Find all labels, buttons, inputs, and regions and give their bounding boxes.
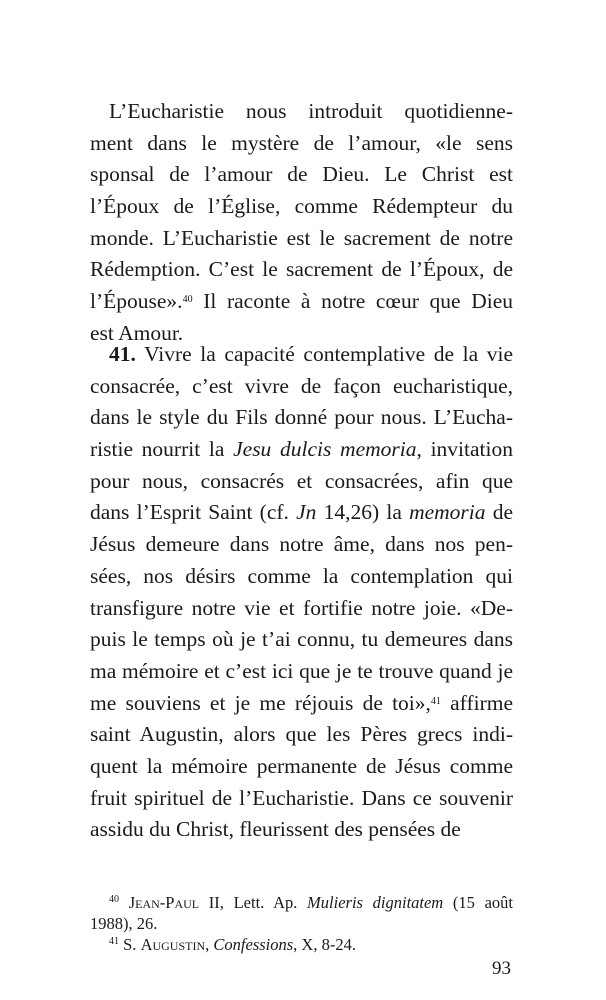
text: Vivre la capacité contemplative de la vie	[135, 342, 513, 366]
text: ment dans le mystère de l’amour, «le sens	[90, 130, 513, 155]
italic-text: memoria	[409, 500, 486, 525]
text-line	[90, 159, 513, 191]
text-line	[90, 371, 513, 403]
text: me souviens et je me réjouis de toi»,	[90, 690, 431, 715]
text: pour nous, consacrés et consacrées, afin que	[90, 468, 513, 493]
text: saint Augustin, alors que les Pères grecs indi-	[90, 722, 513, 747]
text-line	[90, 191, 513, 223]
text: l’Épouse».	[90, 289, 183, 314]
text: ma mémoire et c’est ici que je te trouve quand je	[90, 658, 513, 683]
text: consacrée, c’est vivre de façon eucharistique,	[90, 373, 513, 398]
text-line	[90, 529, 513, 561]
author-name: Jean-Paul II	[128, 893, 220, 912]
text-line	[90, 751, 513, 783]
text: puis le temps où je t’ai connu, tu demeures dans	[90, 627, 513, 652]
text: 1988), 26.	[90, 914, 158, 933]
text-line	[90, 402, 513, 434]
text: Jésus demeure dans notre âme, dans nos pen-	[90, 532, 513, 557]
text: dans le style du Fils donné pour nous. L’Eucha-	[90, 405, 513, 430]
text-line	[90, 466, 513, 498]
text-line	[90, 688, 513, 720]
text: , invitation	[416, 437, 513, 462]
text-line	[90, 339, 513, 371]
page-number: 93	[492, 958, 511, 979]
text-line	[90, 434, 513, 466]
text-line	[90, 96, 513, 128]
text-line	[90, 814, 513, 846]
text-line	[90, 719, 513, 751]
italic-text: Confessions	[213, 935, 294, 954]
text-line	[90, 656, 513, 688]
paragraph-41	[90, 339, 513, 846]
text: Il raconte à notre cœur que Dieu	[192, 289, 513, 314]
text: l’Époux de l’Église, comme Rédempteur du	[90, 194, 513, 219]
text: de	[485, 500, 513, 525]
italic-text: Jesu dulcis memoria	[233, 437, 417, 462]
footnote-ref: 41	[109, 936, 119, 947]
text: 14,26) la	[316, 500, 410, 525]
text: L’Eucharistie nous introduit quotidienne-	[109, 99, 513, 123]
text-line	[90, 254, 513, 286]
text: sées, nos désirs comme la contemplation qui	[90, 563, 513, 588]
text: dans l’Esprit Saint (cf.	[90, 500, 297, 525]
text: ristie nourrit la	[90, 437, 234, 462]
text: , X, 8-24.	[293, 935, 356, 954]
text: quent la mémoire permanente de Jésus comme	[90, 753, 513, 778]
text: fruit spirituel de l’Eucharistie. Dans ce souvenir	[90, 785, 513, 810]
text-line	[90, 783, 513, 815]
paragraph-eucharist-love	[90, 96, 513, 350]
footnote-line	[90, 934, 513, 955]
italic-text: Jn	[296, 500, 317, 525]
footnote-ref: 40	[109, 894, 119, 905]
footnotes	[90, 892, 513, 955]
section-number: 41.	[109, 342, 136, 366]
text	[119, 893, 129, 912]
footnote-ref: 40	[182, 294, 193, 306]
text: , Lett. Ap.	[219, 893, 308, 912]
italic-text: Mulieris dignitatem	[307, 893, 444, 912]
text: est Amour.	[90, 320, 184, 345]
text-line	[90, 223, 513, 255]
text-line	[90, 593, 513, 625]
text-line	[90, 624, 513, 656]
text: Rédemption. C’est le sacrement de l’Époux, de	[90, 257, 513, 282]
text: S.	[119, 935, 141, 954]
text-line	[90, 128, 513, 160]
text: ,	[205, 935, 214, 954]
text-line	[90, 286, 513, 318]
text: monde. L’Eucharistie est le sacrement de notre	[90, 225, 513, 250]
footnote-line	[90, 913, 513, 934]
text: affirme	[440, 690, 514, 715]
text-line	[90, 561, 513, 593]
text: sponsal de l’amour de Dieu. Le Christ est	[90, 162, 513, 187]
text: assidu du Christ, fleurissent des pensées de	[90, 817, 461, 842]
footnote-ref: 41	[430, 695, 441, 707]
text: transfigure notre vie et fortifie notre joie. «De-	[90, 595, 513, 620]
text: (15 août	[443, 893, 514, 912]
footnote-line	[90, 892, 513, 913]
author-name: Augustin	[140, 935, 206, 954]
text-line	[90, 497, 513, 529]
